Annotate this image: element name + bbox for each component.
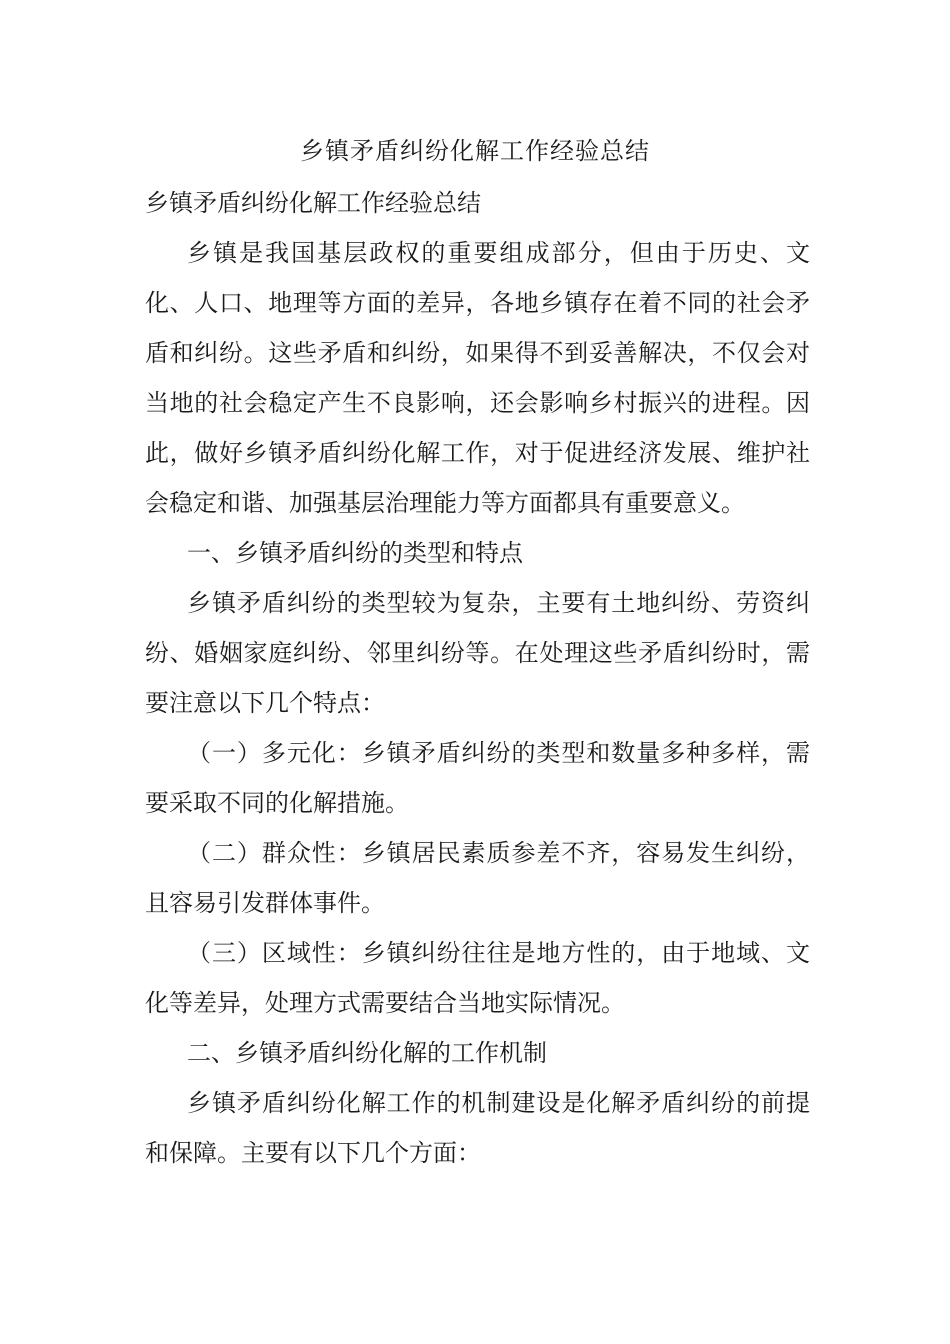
section-heading-2: 二、乡镇矛盾纠纷化解的工作机制 bbox=[187, 1039, 547, 1067]
feature-item-2: （二）群众性：乡镇居民素质参差不齐，容易发生纠纷，且容易引发群体事件。 bbox=[145, 839, 810, 917]
feature-item-1: （一）多元化：乡镇矛盾纠纷的类型和数量多种多样，需要采取不同的化解措施。 bbox=[145, 739, 810, 817]
section-heading-1: 一、乡镇矛盾纠纷的类型和特点 bbox=[187, 539, 523, 567]
document-subtitle: 乡镇矛盾纠纷化解工作经验总结 bbox=[145, 189, 481, 217]
feature-item-3: （三）区域性：乡镇纠纷往往是地方性的，由于地域、文化等差异，处理方式需要结合当地实际情况。 bbox=[145, 939, 810, 1017]
document-title: 乡镇矛盾纠纷化解工作经验总结 bbox=[300, 137, 650, 165]
mechanism-paragraph: 乡镇矛盾纠纷化解工作的机制建设是化解矛盾纠纷的前提和保障。主要有以下几个方面： bbox=[145, 1089, 810, 1167]
intro-paragraph: 乡镇是我国基层政权的重要组成部分，但由于历史、文化、人口、地理等方面的差异，各地乡镇存在着不同的社会矛盾和纠纷。这些矛盾和纠纷，如果得不到妥善解决，不仅会对当地的社会稳定产生不良影响，还会影响乡村振兴的进程。因此，做好乡镇矛盾纠纷化解工作，对于促进经济发展、维护社会稳定和谐、加强基层治理能力等方面都具有重要意义。 bbox=[145, 239, 810, 517]
types-paragraph: 乡镇矛盾纠纷的类型较为复杂，主要有土地纠纷、劳资纠纷、婚姻家庭纠纷、邻里纠纷等。在处理这些矛盾纠纷时，需要注意以下几个特点： bbox=[145, 589, 810, 717]
document-body bbox=[145, 178, 810, 1178]
